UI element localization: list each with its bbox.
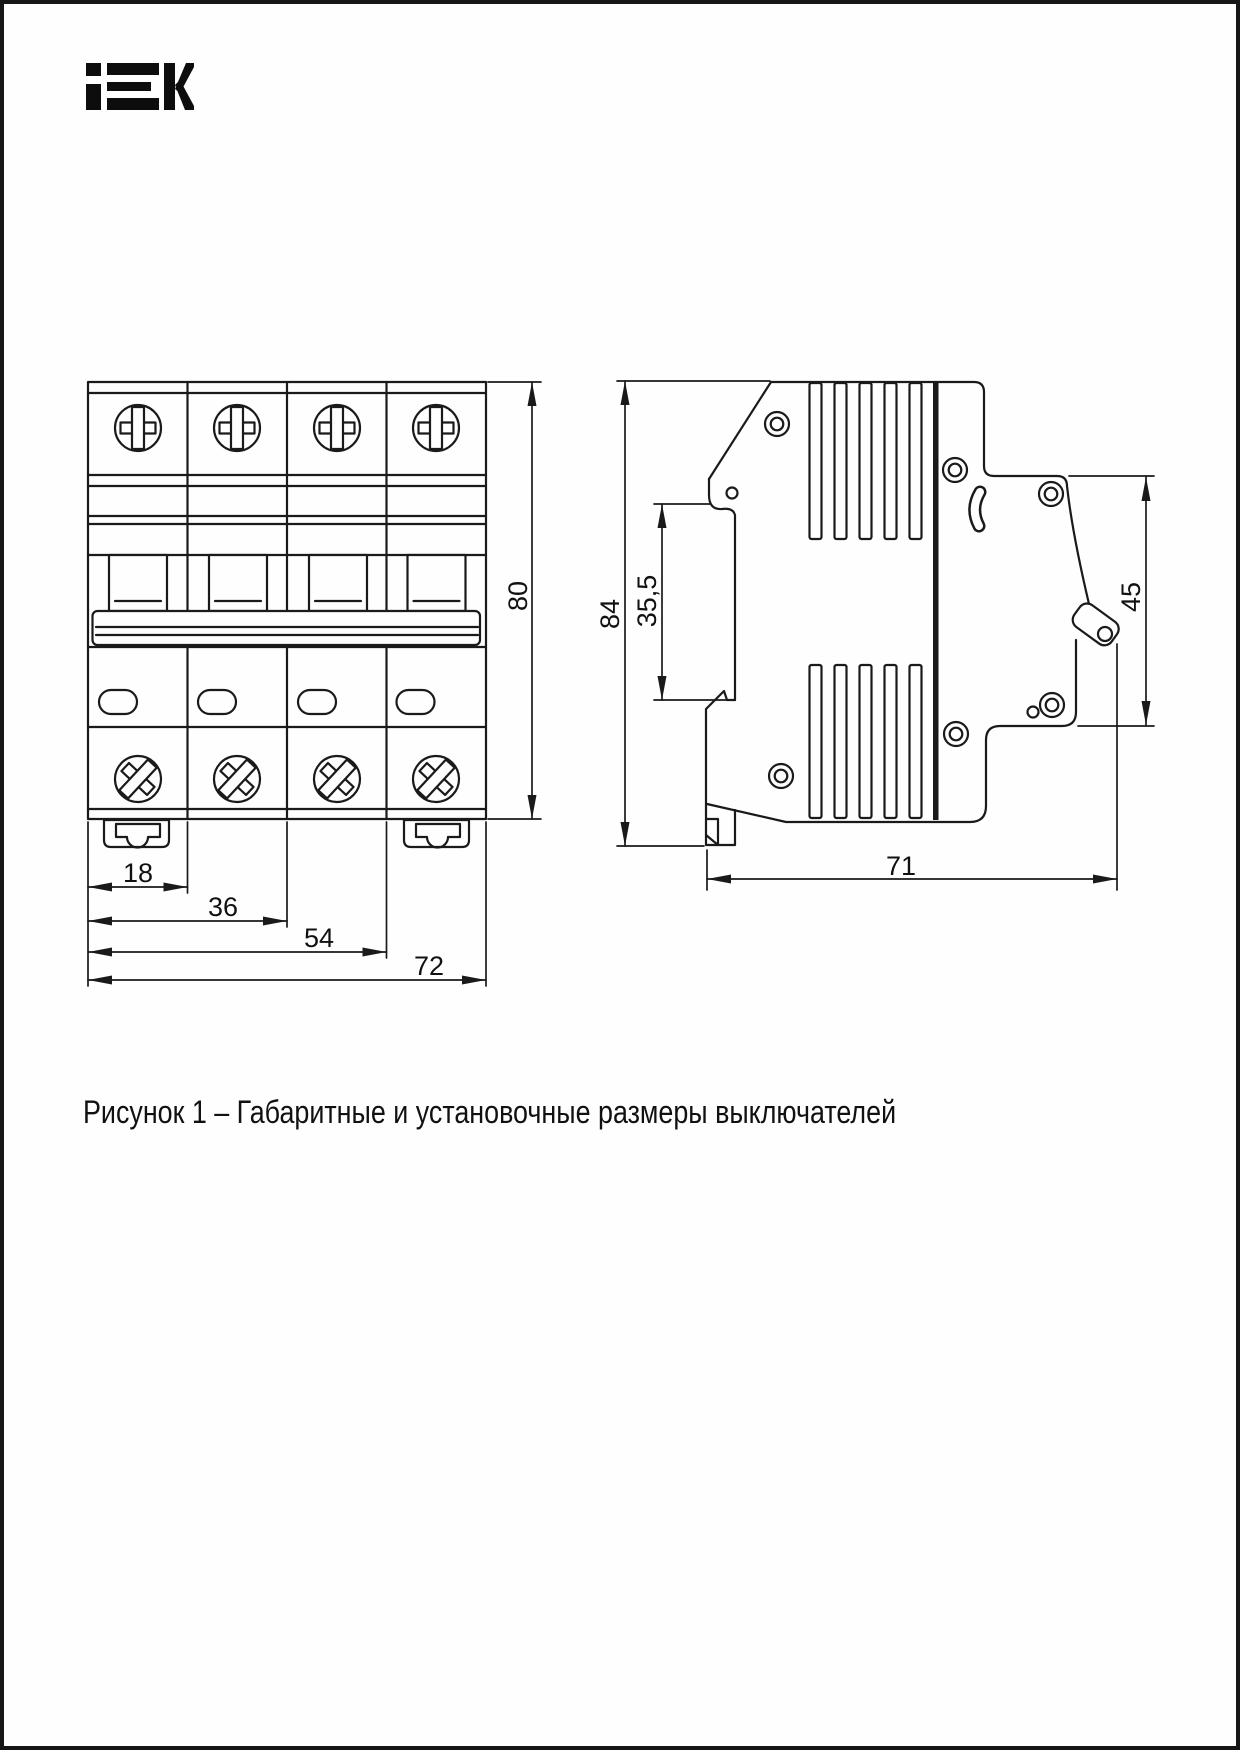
arrowheads bbox=[88, 382, 537, 985]
vent-fins-lower bbox=[810, 665, 922, 818]
screw-icon bbox=[413, 405, 459, 451]
handle-tie-bar bbox=[93, 611, 481, 645]
screw-icon bbox=[304, 746, 369, 811]
front-view-dimensions bbox=[88, 382, 541, 986]
screw-icon bbox=[105, 746, 170, 811]
screw-icon bbox=[214, 405, 260, 451]
dim-label-84: 84 bbox=[595, 598, 625, 630]
screw-icon bbox=[204, 746, 269, 811]
front-view-drawing bbox=[88, 382, 486, 848]
extension-lines bbox=[88, 382, 541, 986]
screw-icon bbox=[115, 405, 161, 451]
screw-icon bbox=[403, 746, 468, 811]
screw-icon bbox=[314, 405, 360, 451]
dim-label-71: 71 bbox=[885, 851, 917, 881]
side-view-drawing bbox=[706, 382, 1122, 845]
side-front-face bbox=[709, 479, 735, 700]
dim-label-36: 36 bbox=[207, 892, 239, 922]
label-windows bbox=[99, 690, 435, 714]
dim-label-45: 45 bbox=[1116, 581, 1146, 613]
dim-label-35-5: 35,5 bbox=[632, 574, 662, 628]
kidney-slot bbox=[975, 492, 980, 526]
vent-fins-upper bbox=[810, 383, 922, 539]
dimension-drawing bbox=[4, 4, 1240, 1750]
figure-caption: Рисунок 1 – Габаритные и установочные размеры выключателей bbox=[83, 1094, 897, 1130]
fin-divider-bar bbox=[933, 382, 939, 820]
side-view-dimensions bbox=[595, 381, 1154, 890]
dim-label-72: 72 bbox=[413, 951, 445, 981]
side-outline-top bbox=[709, 382, 1089, 604]
dim-label-18: 18 bbox=[122, 858, 154, 888]
din-rail-clip-side bbox=[706, 691, 735, 845]
dim-label-54: 54 bbox=[303, 923, 335, 953]
dim-lines bbox=[88, 382, 532, 980]
dim-label-80: 80 bbox=[503, 580, 533, 612]
terminal-screw-block bbox=[1069, 600, 1122, 649]
